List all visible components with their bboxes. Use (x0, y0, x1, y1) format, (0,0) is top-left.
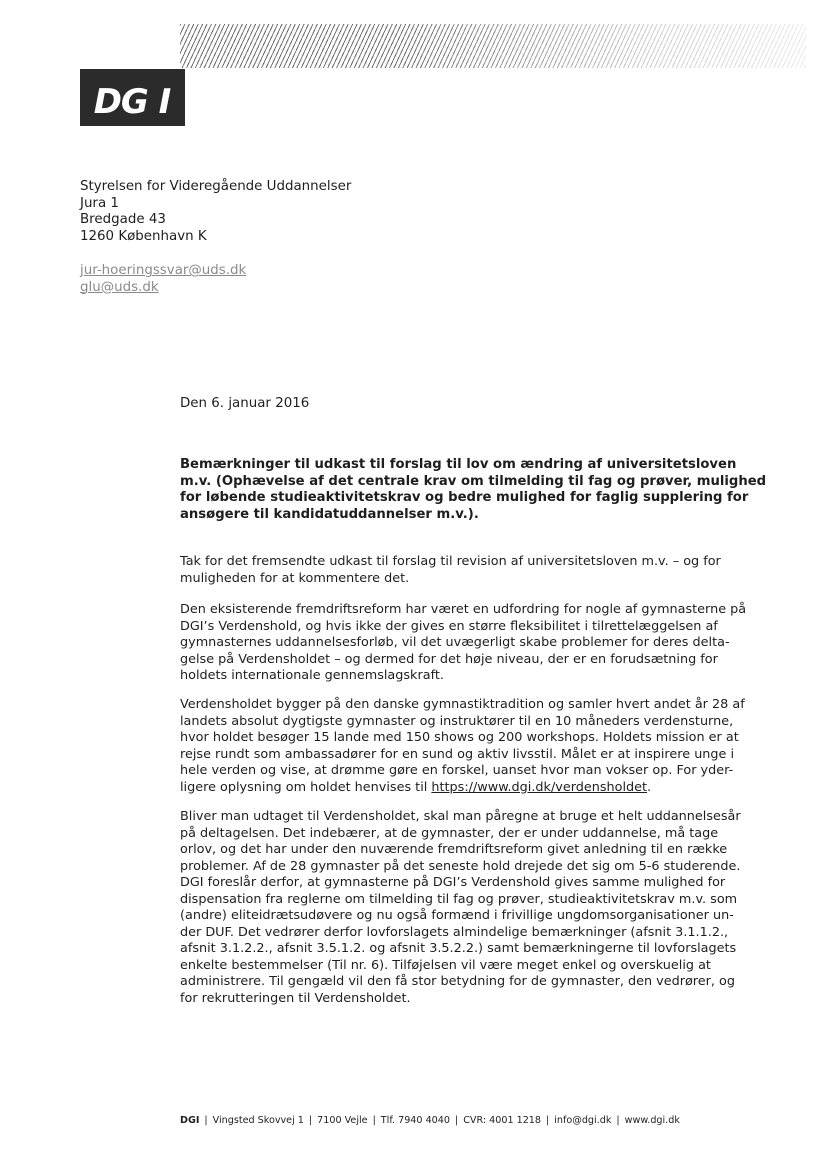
email-link[interactable]: jur-hoeringssvar@uds.dk (80, 263, 247, 278)
recipient-line: Jura 1 (80, 195, 119, 211)
paragraph-line: Den eksisterende fremdriftsreform har været en udfordring for nogle af gymnasterne på (180, 602, 747, 617)
recipient-line: Styrelsen for Videregående Uddannelser (80, 179, 352, 194)
footer-phone: Tlf. 7940 4040 (380, 1115, 450, 1126)
paragraph-line: administrere. Til gengæld vil den få stor betydning for de gymnaster, den vedrører, og (180, 974, 736, 989)
paragraph-line: orlov, og det har under den nuværende fremdriftsreform givet anledning til en række (180, 842, 728, 857)
paragraph-1 (180, 554, 740, 587)
dgi-logo-mark (80, 69, 185, 126)
paragraph-3 (180, 697, 745, 796)
recipient-line: Bredgade 43 (80, 212, 166, 227)
footer-brand: DGI (180, 1115, 200, 1126)
letter-date: Den 6. januar 2016 (180, 396, 310, 411)
paragraph-line: hvor holdet besøger 15 lande med 150 shows og 200 workshops. Holdets mission er at (180, 730, 739, 745)
letter-subject (180, 457, 767, 523)
subject-line: Bemærkninger til udkast til forslag til lov om ændring af universitetsloven (180, 457, 737, 472)
paragraph-line: DGI’s Verdenshold, og hvis ikke der gives en større fleksibilitet i tilrettelæggelsen af (180, 618, 718, 634)
paragraph-2 (180, 602, 747, 685)
paragraph-line: problemer. Af de 28 gymnaster på det seneste hold drejede det sig om 5-6 studerende. (180, 858, 741, 874)
paragraph-line: rejse rundt som ambassadører for en sund og aktiv livsstil. Målet er at inspirere unge i (180, 746, 735, 762)
paragraph-line: (andre) eliteidrætsudøvere og nu også formænd i frivillige ungdomsorganisationer un- (180, 908, 734, 923)
paragraph-text: . (647, 779, 652, 795)
subject-line: ansøgere til kandidatuddannelser m.v.). (180, 506, 479, 522)
footer-separator: | (308, 1115, 313, 1126)
paragraph-line: Verdensholdet bygger på den danske gymnastiktradition og samler hvert andet år 28 af (180, 697, 745, 712)
footer-separator: | (204, 1115, 208, 1126)
paragraph-line: gymnasternes uddannelsesforløb, vil det uvægerligt skabe problemer for deres delta- (180, 635, 730, 650)
footer-separator: | (372, 1115, 376, 1126)
recipient-address (80, 179, 351, 245)
paragraph-line: gelse på Verdensholdet – og dermed for det høje niveau, der er en forudsætning for (180, 651, 718, 667)
footer-separator: | (454, 1115, 459, 1126)
paragraph-line: dispensation fra reglerne om tilmelding til fag og prøver, studieaktivitetskrav m.v. som (180, 891, 738, 907)
header-stripe-banner (180, 24, 806, 68)
footer-cvr: CVR: 4001 1218 (463, 1115, 542, 1126)
paragraph-line: afsnit 3.1.2.2., afsnit 3.5.1.2. og afsnit 3.5.2.2.) samt bemærkningerne til lovforslagets (180, 941, 737, 956)
paragraph-4 (180, 809, 740, 1007)
footer-email[interactable]: info@dgi.dk (554, 1115, 612, 1126)
paragraph-line: landets absolut dygtigste gymnaster og instruktører til en 10 måneders verdensturne, (180, 713, 734, 729)
paragraph-line: for rekrutteringen til Verdensholdet. (180, 990, 411, 1006)
paragraph-line: Bliver man udtaget til Verdensholdet, skal man påregne at bruge et helt uddannelsesår (180, 809, 741, 824)
paragraph-line: muligheden for at kommentere det. (180, 570, 410, 586)
email-link[interactable]: glu@uds.dk (80, 279, 159, 295)
footer-web[interactable]: www.dgi.dk (624, 1115, 680, 1126)
footer-separator: | (616, 1115, 620, 1126)
recipient-emails (80, 263, 246, 296)
footer-separator: | (546, 1115, 550, 1126)
paragraph-text: ligere oplysning om holdet henvises til (180, 779, 432, 795)
letter-footer (180, 1115, 680, 1127)
paragraph-line: holdets internationale gennemslagskraft. (180, 668, 444, 683)
paragraph-line: enkelte bestemmelser (Til nr. 6). Tilføjelsen vil være meget enkel og overskuelig at (180, 957, 711, 973)
paragraph-line: der DUF. Det vedrører derfor lovforslagets almindelige bemærkninger (afsnit 3.1.1.2., (180, 924, 729, 940)
footer-address: Vingsted Skovvej 1 (212, 1115, 304, 1126)
subject-line: m.v. (Ophævelse af det centrale krav om tilmelding til fag og prøver, mulighed (180, 473, 767, 489)
paragraph-line (180, 780, 740, 797)
footer-city: 7100 Vejle (317, 1115, 368, 1126)
paragraph-line: Tak for det fremsendte udkast til forslag til revision af universitetsloven m.v. – og for (180, 554, 721, 569)
verdensholdet-link[interactable]: https://www.dgi.dk/verdensholdet (431, 779, 648, 795)
svg-text:DG I: DG I (93, 82, 171, 122)
paragraph-line: på deltagelsen. Det indebærer, at de gymnaster, der er under uddannelse, må tage (180, 825, 719, 841)
paragraph-line: DGI foreslår derfor, at gymnasterne på DGI’s Verdenshold gives samme mulighed for (180, 875, 726, 890)
dgi-logo (80, 69, 185, 126)
subject-line: for løbende studieaktivitetskrav og bedre mulighed for faglig supplering for (180, 490, 749, 505)
paragraph-line: hele verden og vise, at drømme gøre en forskel, uanset hvor man vokser op. For yder- (180, 763, 734, 778)
recipient-line: 1260 København K (80, 228, 207, 244)
